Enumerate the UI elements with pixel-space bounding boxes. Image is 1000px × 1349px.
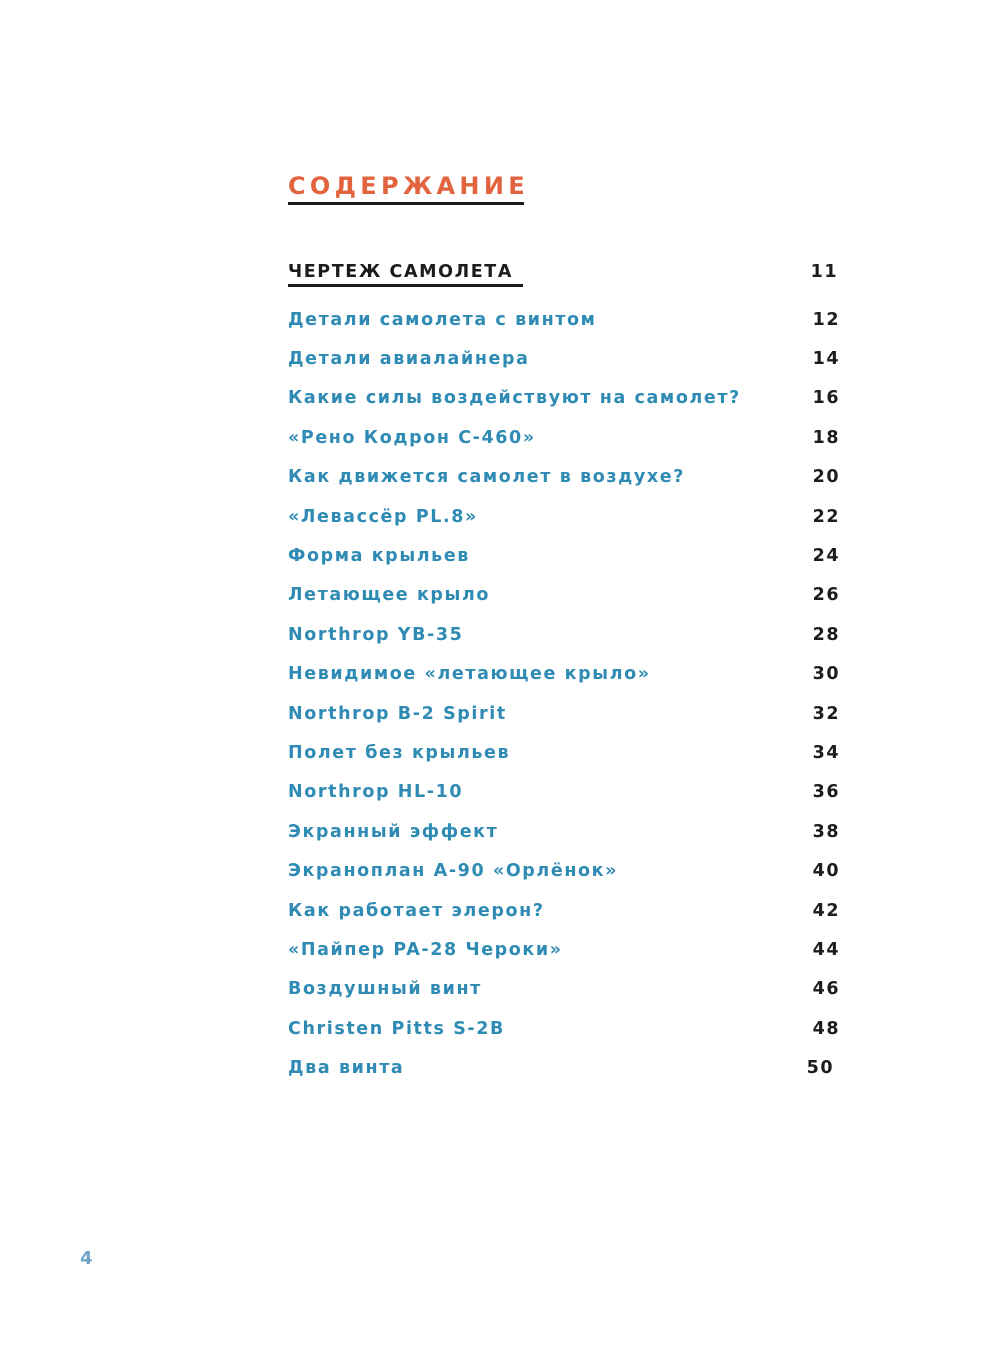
toc-entry[interactable] [288, 812, 840, 851]
toc-entry-title: Летающее крыло [288, 585, 491, 606]
section-page-number: 11 [810, 262, 838, 282]
toc-entry[interactable] [288, 458, 840, 497]
page-number: 4 [80, 1248, 93, 1269]
toc-list [288, 300, 840, 1088]
toc-entry-page: 18 [812, 427, 840, 448]
toc-entry-page: 26 [812, 585, 840, 606]
toc-entry-page: 38 [812, 821, 840, 842]
toc-entry-page: 22 [812, 506, 840, 527]
toc-entry-page: 30 [812, 664, 840, 685]
toc-entry-title: Форма крыльев [288, 546, 470, 567]
toc-entry[interactable] [288, 497, 840, 536]
contents-title: СОДЕРЖАНИЕ [288, 172, 529, 200]
toc-entry[interactable] [288, 930, 840, 969]
toc-entry[interactable] [288, 339, 840, 378]
toc-entry-title: Christen Pitts S-2B [288, 1018, 505, 1039]
section-heading[interactable]: ЧЕРТЕЖ САМОЛЕТА [288, 262, 513, 282]
toc-entry-page: 46 [812, 979, 840, 1000]
toc-entry-title: Воздушный винт [288, 979, 482, 1000]
toc-entry-title: Экранный эффект [288, 821, 499, 842]
toc-entry[interactable] [288, 615, 840, 654]
toc-entry-title: Какие силы воздействуют на самолет? [288, 388, 741, 409]
toc-entry-page: 36 [812, 782, 840, 803]
toc-entry-page: 48 [812, 1018, 840, 1039]
toc-entry-title: Northrop YB-35 [288, 624, 464, 645]
toc-entry[interactable] [288, 536, 840, 575]
toc-entry[interactable] [288, 733, 840, 772]
toc-entry-title: Два винта [288, 1058, 405, 1079]
toc-entry-page: 24 [812, 546, 840, 567]
toc-entry[interactable] [288, 418, 840, 457]
toc-entry[interactable] [288, 655, 840, 694]
toc-entry-title: «Левассёр PL.8» [288, 506, 478, 527]
toc-entry-title: Northrop B-2 Spirit [288, 703, 507, 724]
toc-entry-title: Как движется самолет в воздухе? [288, 467, 685, 488]
toc-entry-page: 20 [812, 467, 840, 488]
toc-entry-page: 40 [812, 861, 840, 882]
toc-entry[interactable] [288, 1048, 840, 1087]
toc-entry[interactable] [288, 1009, 840, 1048]
toc-entry-page: 44 [812, 939, 840, 960]
toc-entry-title: Полет без крыльев [288, 742, 511, 763]
toc-entry-page: 42 [812, 900, 840, 921]
title-underline [288, 202, 524, 205]
section-heading-underline [288, 284, 523, 287]
toc-entry[interactable] [288, 891, 840, 930]
toc-entry[interactable] [288, 576, 840, 615]
toc-entry[interactable] [288, 970, 840, 1009]
toc-entry-title: Детали самолета с винтом [288, 309, 597, 330]
toc-entry-page: 50 [806, 1058, 834, 1079]
toc-entry-title: Northrop HL-10 [288, 782, 464, 803]
toc-entry-title: Экраноплан А-90 «Орлёнок» [288, 861, 619, 882]
toc-entry-page: 28 [812, 624, 840, 645]
toc-entry-page: 12 [812, 309, 840, 330]
toc-entry-title: Невидимое «летающее крыло» [288, 664, 651, 685]
toc-entry[interactable] [288, 379, 840, 418]
toc-entry-page: 14 [812, 349, 840, 370]
toc-entry[interactable] [288, 300, 840, 339]
toc-entry-page: 32 [812, 703, 840, 724]
toc-entry[interactable] [288, 773, 840, 812]
toc-entry-title: «Пайпер PA-28 Чероки» [288, 939, 563, 960]
toc-entry-title: Как работает элерон? [288, 900, 545, 921]
toc-entry[interactable] [288, 694, 840, 733]
toc-entry-title: Детали авиалайнера [288, 349, 530, 370]
toc-entry-title: «Рено Кодрон С-460» [288, 427, 536, 448]
toc-entry[interactable] [288, 851, 840, 890]
toc-entry-page: 16 [812, 388, 840, 409]
toc-entry-page: 34 [812, 742, 840, 763]
